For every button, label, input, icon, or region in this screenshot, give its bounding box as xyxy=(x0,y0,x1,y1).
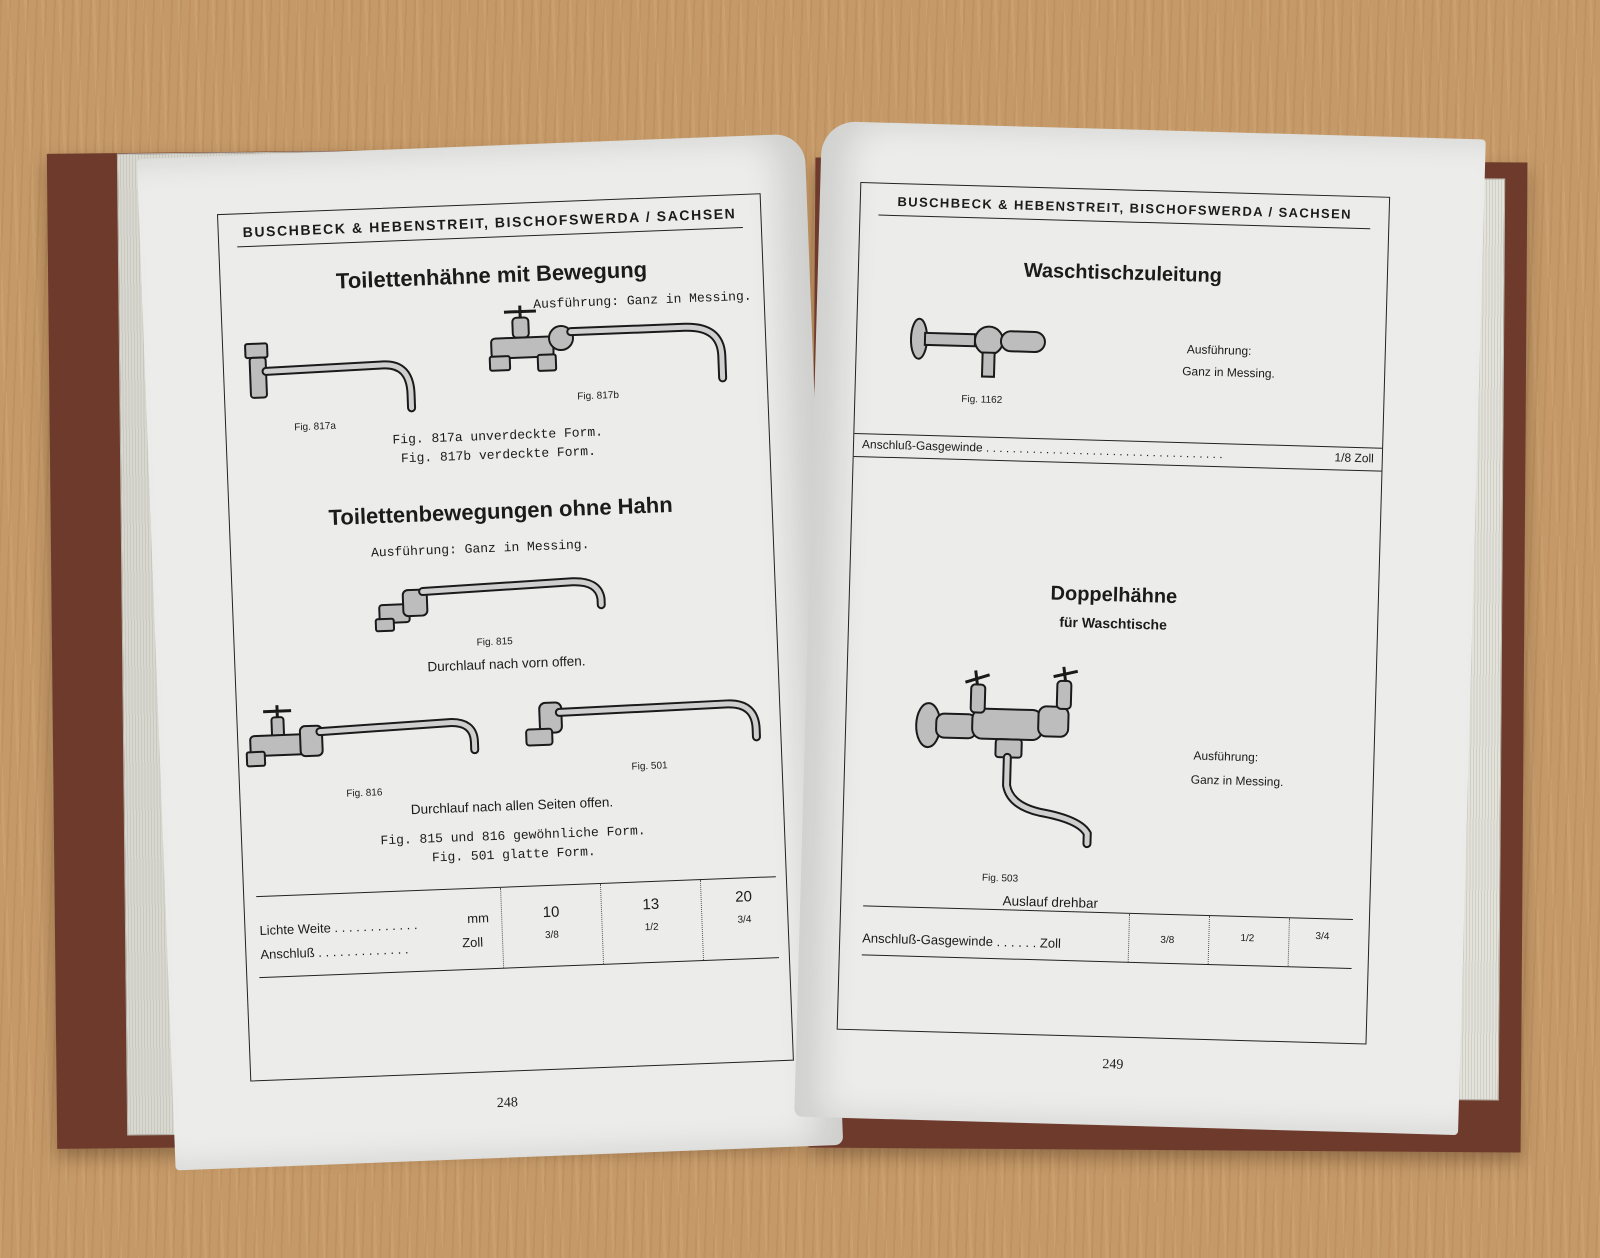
row-label-lichte-weite: Lichte Weite . . . . . . . . . . . . xyxy=(259,916,418,939)
spec-label: Anschluß-Gasgewinde . . . . . . . . . . . . . . . . . . . . . . . . . . . . . . . . . . . . xyxy=(861,437,1223,462)
left-page xyxy=(137,134,843,1171)
right-page-frame xyxy=(837,182,1390,1044)
left-page-frame xyxy=(217,193,794,1081)
finish-note: Ausführung: Ganz in Messing. xyxy=(532,288,752,313)
table-divider xyxy=(1288,918,1290,966)
finish-value: Ganz in Messing. xyxy=(1181,364,1276,381)
table-cell: 3/8 xyxy=(1160,934,1175,947)
spec-label: Anschluß-Gasgewinde . . . . . . Zoll xyxy=(862,930,1062,951)
table-divider xyxy=(600,884,604,964)
table-divider xyxy=(1128,914,1130,962)
section-title-toilettenhaehne: Toilettenhähne mit Bewegung xyxy=(335,256,648,294)
row-unit-mm: mm xyxy=(466,910,490,927)
section-subtitle: für Waschtische xyxy=(1059,613,1168,633)
fig-label-503: Fig. 503 xyxy=(981,872,1019,885)
right-page-header: BUSCHBECK & HEBENSTREIT, BISCHOFSWERDA / SACHSEN xyxy=(878,194,1370,230)
table-divider xyxy=(700,880,704,960)
page-number-left: 248 xyxy=(496,1095,519,1112)
faucet-816-illustration xyxy=(243,697,486,786)
fig-label-816: Fig. 816 xyxy=(346,787,383,800)
faucet-817a-illustration xyxy=(233,331,426,418)
row-label-anschluss: Anschluß . . . . . . . . . . . . . xyxy=(260,941,409,963)
right-page xyxy=(794,121,1486,1135)
note-all-sides: Durchlauf nach allen Seiten offen. xyxy=(410,794,614,818)
table-cell: 13 xyxy=(642,895,660,914)
double-tap-503-illustration xyxy=(909,663,1114,859)
finish-label: Ausführung: xyxy=(1193,748,1259,765)
spec-table xyxy=(256,876,779,978)
fig-label-817a: Fig. 817a xyxy=(294,420,337,434)
caption-line: Fig. 817b verdeckte Form. xyxy=(400,443,597,467)
fitting-501-illustration xyxy=(519,688,772,768)
note-auslauf: Auslauf drehbar xyxy=(1002,893,1099,911)
left-page-header: BUSCHBECK & HEBENSTREIT, BISCHOFSWERDA / SACHSEN xyxy=(236,205,743,247)
section-title-waschtischzuleitung: Waschtischzuleitung xyxy=(1023,259,1223,288)
faucet-817b-illustration xyxy=(484,295,737,395)
spec-row-1162 xyxy=(854,433,1382,472)
note-815: Durchlauf nach vorn offen. xyxy=(427,653,586,675)
table-cell: 10 xyxy=(542,903,560,922)
caption-line: Fig. 815 und 816 gewöhnliche Form. xyxy=(380,823,646,849)
table-cell: 3/4 xyxy=(1315,931,1330,943)
fig-label-817b: Fig. 817b xyxy=(577,389,620,403)
caption-line: Fig. 501 glatte Form. xyxy=(431,844,596,866)
finish-label: Ausführung: xyxy=(1186,342,1252,359)
caption-line: Fig. 817a unverdeckte Form. xyxy=(392,424,604,448)
fig-label-1162: Fig. 1162 xyxy=(961,393,1003,407)
table-cell: 1/2 xyxy=(644,921,659,934)
spec-value: 1/8 Zoll xyxy=(1334,450,1375,466)
table-cell: 1/2 xyxy=(1240,932,1255,945)
table-cell: 20 xyxy=(734,888,753,906)
fitting-815-illustration xyxy=(372,562,625,642)
row-unit-zoll: Zoll xyxy=(461,934,484,951)
table-cell: 3/8 xyxy=(544,929,560,942)
fig-label-815: Fig. 815 xyxy=(476,636,513,649)
fig-label-501: Fig. 501 xyxy=(631,760,668,773)
section-title-doppelhaehne: Doppelhähne xyxy=(1050,582,1178,609)
page-number-right: 249 xyxy=(1102,1057,1124,1073)
finish-note: Ausführung: Ganz in Messing. xyxy=(370,537,590,561)
table-divider xyxy=(1208,916,1210,964)
table-divider xyxy=(500,888,504,968)
finish-value: Ganz in Messing. xyxy=(1190,772,1284,790)
section-title-toilettenbewegungen: Toilettenbewegungen ohne Hahn xyxy=(328,491,674,531)
caption-815-816-501 xyxy=(242,816,785,875)
supply-1162-illustration xyxy=(908,312,1070,386)
table-cell: 3/4 xyxy=(737,914,752,926)
